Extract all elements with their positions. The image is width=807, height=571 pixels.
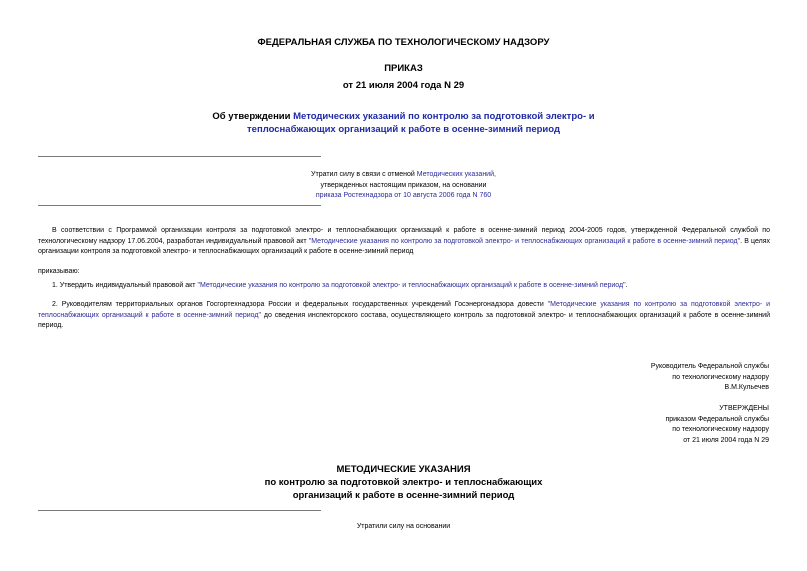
agency-name: ФЕДЕРАЛЬНАЯ СЛУЖБА ПО ТЕХНОЛОГИЧЕСКОМУ НАДЗОРУ bbox=[257, 37, 550, 48]
divider bbox=[38, 205, 321, 206]
approval-line-1: УТВЕРЖДЕНЫ bbox=[719, 405, 769, 412]
item-2-end: до сведения инспекторского состава, осуществляющего контроль за подготовкой электро- и теплоснабжающих организаций к работе в осенне-зимний период. bbox=[38, 311, 771, 329]
title-link[interactable]: Методических указаний по контролю за подготовкой электро- и теплоснабжающих организаций к работе в осенне-зимний период bbox=[247, 111, 595, 135]
preamble-paragraph bbox=[38, 226, 770, 258]
order-item-2 bbox=[38, 300, 770, 332]
notice-order-link[interactable]: приказа Ростехнадзора от 10 августа 2006 года N 760 bbox=[315, 192, 492, 199]
signature-line-1: Руководитель Федеральной службы bbox=[650, 363, 769, 370]
approval-line-3: по технологическому надзору bbox=[672, 426, 769, 433]
signature-line-2: по технологическому надзору bbox=[672, 373, 769, 381]
notice-line-2: утвержденных настоящим приказом, на основании bbox=[320, 181, 487, 189]
title-prefix: Об утверждении bbox=[212, 111, 294, 122]
item-2-text: 2. Руководителям территориальных органов Госгортехнадзора России и федеральных государственных учреждений Госэнергонадзора довести bbox=[52, 301, 548, 308]
notice-guidelines-link[interactable]: Методических указаний, bbox=[416, 171, 496, 178]
divider bbox=[38, 156, 321, 157]
preamble-text: В соответствии с Программой организации контроля за подготовкой электро- и теплоснабжающих организаций к работе в осенне-зимний период 2004-2005 годов, утвержденной Федеральной службой по технологическому надзору 17.06.2004, разработан индивидуальный правовой акт bbox=[38, 227, 770, 245]
approval-line-2: приказом Федеральной службы bbox=[665, 415, 769, 423]
notice-text: Утратил силу в связи с отменой bbox=[311, 171, 417, 178]
order-word: приказываю: bbox=[38, 268, 80, 275]
divider bbox=[38, 510, 321, 511]
guidelines-title bbox=[0, 463, 807, 502]
order-item-1 bbox=[38, 281, 770, 292]
document-date: от 21 июля 2004 года N 29 bbox=[342, 80, 465, 91]
signature-name: В.М.Кульечев bbox=[724, 384, 769, 391]
repeal-notice bbox=[0, 170, 807, 202]
item-1-link[interactable]: "Методические указания по контролю за подготовкой электро- и теплоснабжающих организаций к работе в осенне-зимний период" bbox=[197, 282, 626, 289]
item-1-end: . bbox=[625, 282, 628, 289]
approval-line-4: от 21 июля 2004 года N 29 bbox=[683, 436, 769, 444]
guidelines-title-line-3: организаций к работе в осенне-зимний период bbox=[292, 490, 515, 501]
preamble-link[interactable]: "Методические указания по контролю за подготовкой электро- и теплоснабжающих организаций к работе в осенне-зимний период" bbox=[308, 237, 741, 245]
signature-block bbox=[469, 362, 769, 394]
approval-block bbox=[469, 404, 769, 446]
lost-force-notice: Утратили силу на основании bbox=[356, 523, 451, 530]
document-title bbox=[200, 110, 607, 136]
guidelines-title-line-2: по контролю за подготовкой электро- и теплоснабжающих bbox=[264, 477, 543, 488]
guidelines-title-line-1: МЕТОДИЧЕСКИЕ УКАЗАНИЯ bbox=[336, 464, 471, 475]
item-1-text: 1. Утвердить индивидуальный правовой акт bbox=[52, 282, 198, 289]
document-type: ПРИКАЗ bbox=[384, 63, 423, 74]
item-2-link[interactable]: "Методические указания по контролю за подготовкой электро- и теплоснабжающих организаций к работе в осенне-зимний период" bbox=[38, 301, 771, 319]
preamble-end: . В целях организации контроля за подготовкой электро- и теплоснабжающих организаций к работе в осенне-зимний период bbox=[38, 237, 770, 255]
